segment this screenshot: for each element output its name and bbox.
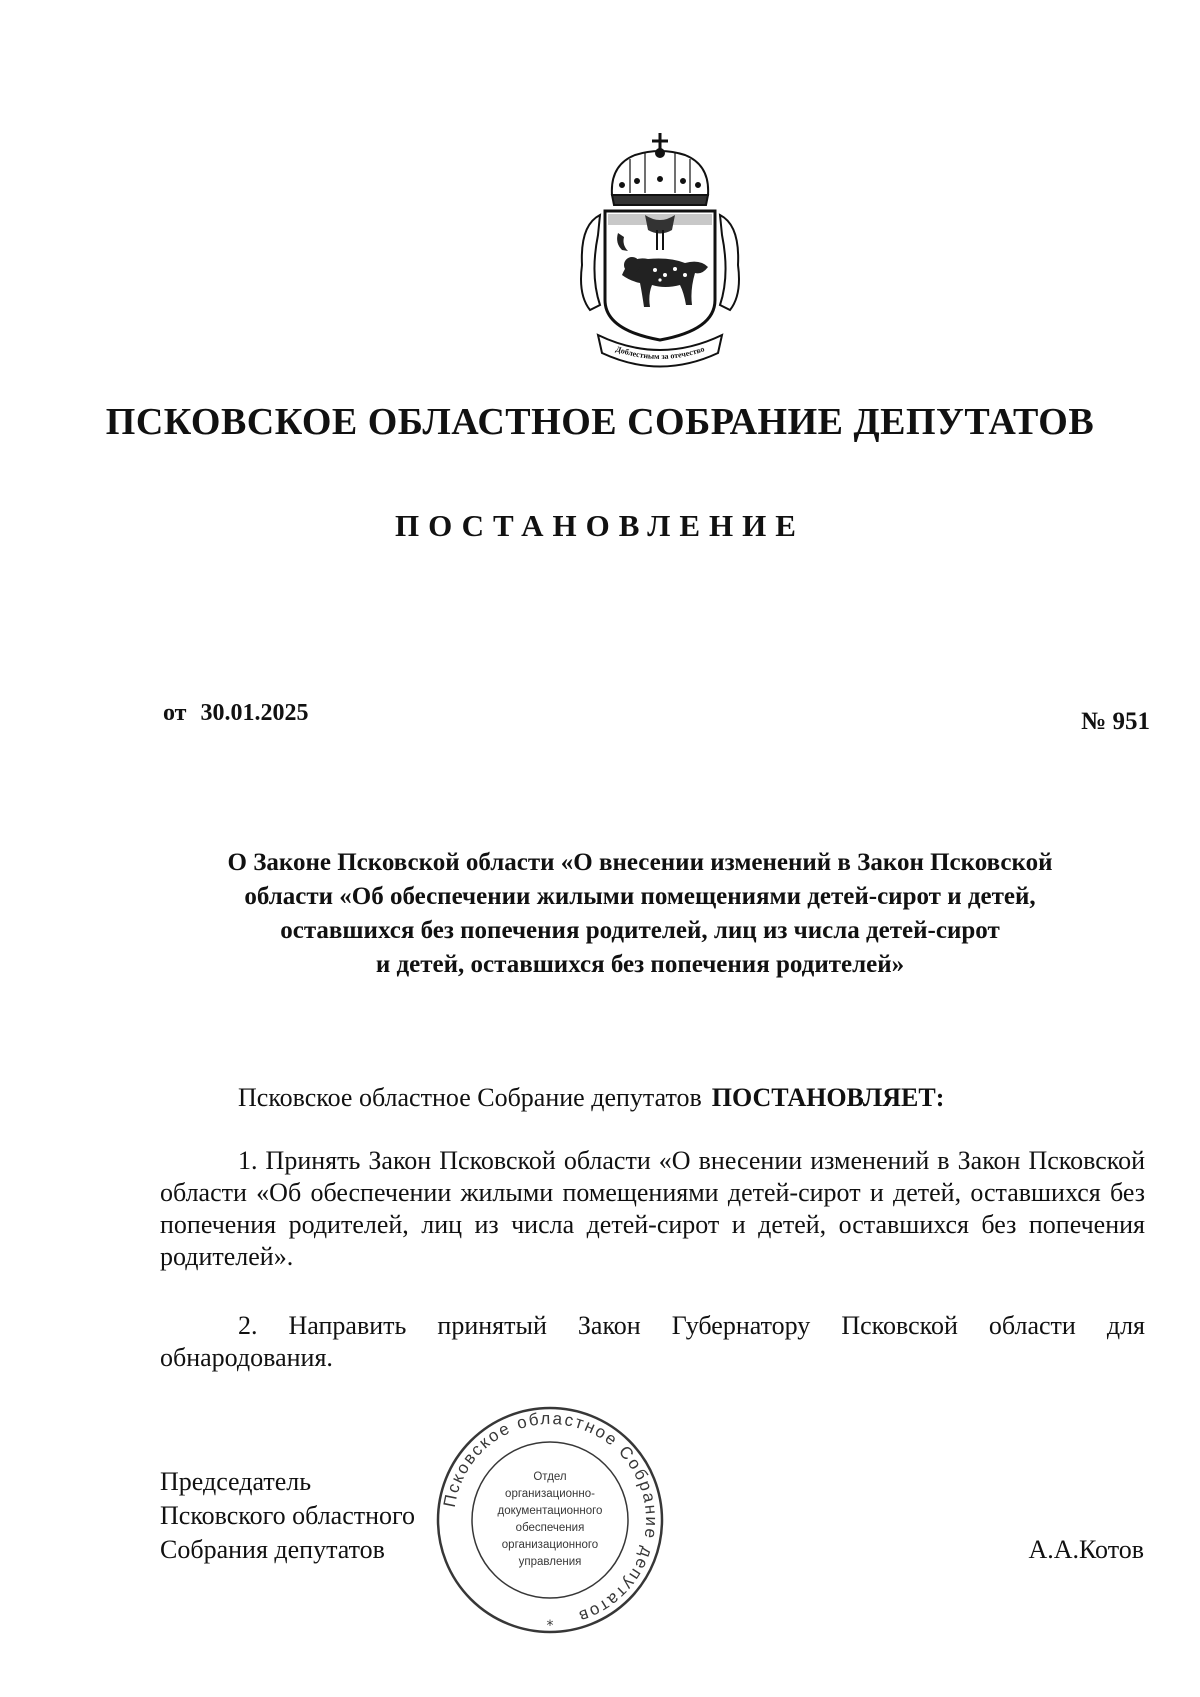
organization-name: ПСКОВСКОЕ ОБЛАСТНОЕ СОБРАНИЕ ДЕПУТАТОВ — [105, 401, 1095, 443]
resolution-item-2: 2. Направить принятый Закон Губернатору Псковской области для обнародования. — [160, 1311, 1145, 1372]
stamp-line: обеспечения — [515, 1522, 585, 1534]
date-value: 30.01.2025 — [200, 700, 309, 726]
date-prefix: от — [163, 700, 187, 726]
signer-title — [160, 1465, 415, 1567]
title-line: О Законе Псковской области «О внесении изменений в Закон Псковской — [227, 849, 1053, 876]
emblem-motto: Доблестным за отечество — [614, 344, 706, 362]
document-title — [150, 846, 1130, 982]
resolution-word: ПОСТАНОВЛЯЕТ: — [711, 1083, 945, 1112]
title-line: области «Об обеспечении жилыми помещениями детей-сирот и детей, — [244, 883, 1036, 910]
crown-icon — [612, 133, 708, 205]
signer-name: А.А.Котов — [1028, 1535, 1144, 1564]
signer-title-line: Председатель — [160, 1467, 312, 1496]
stamp-ring-text: Псковское областное Собрание депутатов — [439, 1408, 662, 1627]
stamp-line: Отдел — [533, 1471, 567, 1483]
document-type: ПОСТАНОВЛЕНИЕ — [395, 508, 805, 543]
coat-of-arms-emblem — [560, 125, 760, 375]
title-line: и детей, оставшихся без попечения родителей» — [375, 951, 905, 978]
resolution-subject: Псковское областное Собрание депутатов — [238, 1083, 702, 1112]
resolution-intro — [238, 1083, 944, 1113]
signer-title-line: Собрания депутатов — [160, 1535, 385, 1564]
stamp-line: организационно- — [505, 1488, 595, 1500]
resolution-item-1: 1. Принять Закон Псковской области «О внесении изменений в Закон Псковской области «Об обеспечении жилыми помещениями детей-сирот и детей, оставшихся без попечения родителей, лиц из числа детей-сирот и детей, оставшихся без попечения родителей». — [160, 1146, 1145, 1271]
stamp-line: управления — [518, 1556, 582, 1568]
stamp-line: организационного — [501, 1539, 599, 1551]
document-date — [163, 700, 308, 727]
svg-text:*: * — [546, 1618, 554, 1634]
signer-title-line: Псковского областного — [160, 1501, 416, 1530]
title-line: оставшихся без попечения родителей, лиц из числа детей-сирот — [280, 917, 1000, 944]
document-number: № 951 — [1081, 708, 1150, 735]
official-stamp — [430, 1400, 670, 1640]
stamp-line: документационного — [497, 1505, 603, 1517]
